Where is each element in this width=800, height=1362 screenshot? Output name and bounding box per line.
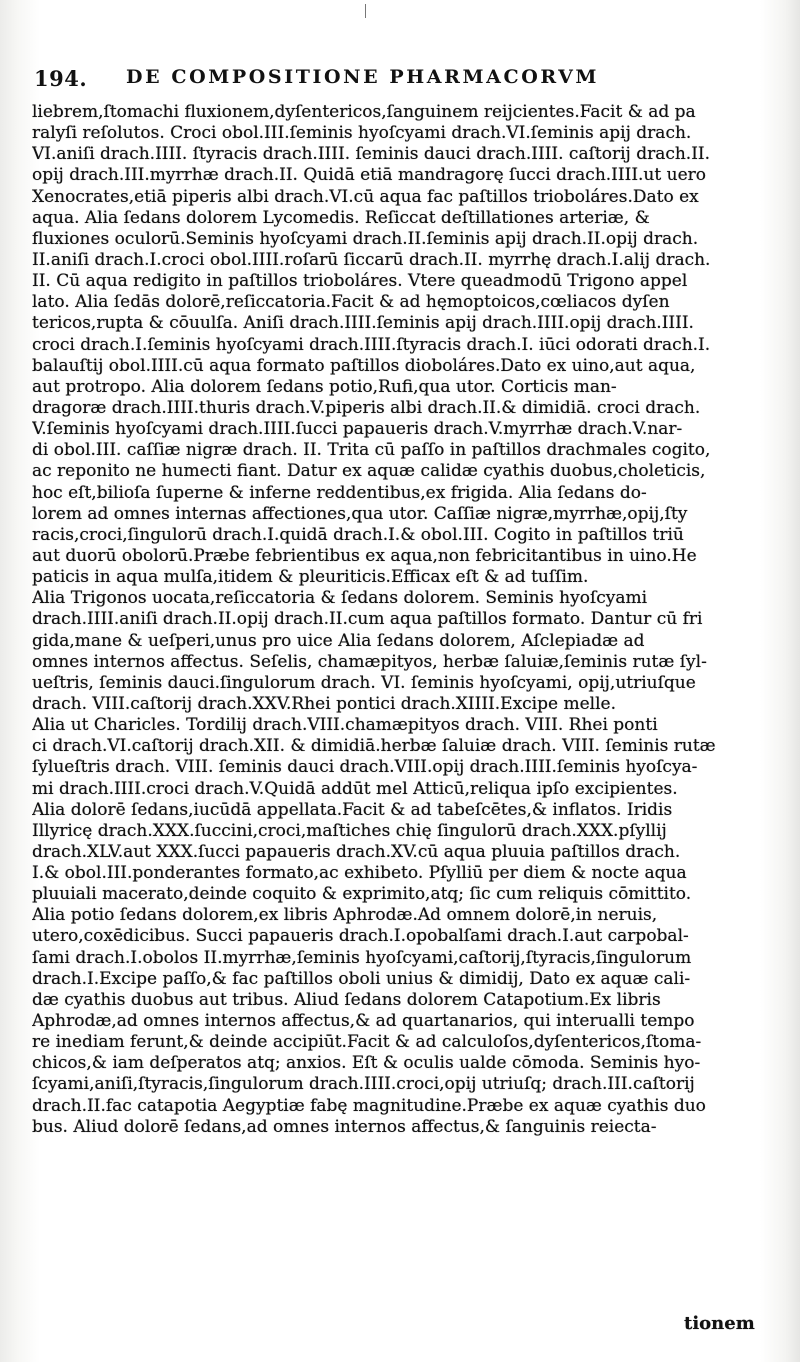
text-line: ralyſi reſolutos. Croci obol.III.ſeminis hyoſcyami drach.VI.ſeminis apij drach. [32,123,692,144]
text-line: dragoræ drach.IIII.thuris drach.V.piperis albi drach.II.& dimidiā. croci drach. [32,397,701,418]
text-line: Aphrodæ,ad omnes internos affectus,& ad quartanarios, qui interualli tempo [32,1011,695,1032]
text-line: opij drach.III.myrrhæ drach.II. Quidā etiā mandragorę ſucci drach.IIII.ut uero [32,165,706,186]
text-line: ſcyami,aniſi,ſtyracis,ſingulorum drach.IIII.croci,opij utriuſq; drach.III.caſtorij [32,1074,695,1095]
text-line: drach.XLV.aut XXX.ſucci papaueris drach.XV.cū aqua pluuia paſtillos drach. [32,841,681,862]
text-line: paticis in aqua mulſa,itidem & pleuriticis.Efficax eſt & ad tuſſim. [32,567,589,588]
text-line: ac reponito ne humecti fiant. Datur ex aquæ calidæ cyathis duobus,choleticis, [32,461,706,482]
text-line: mi drach.IIII.croci drach.V.Quidā addūt mel Atticū,reliqua ipſo excipientes. [32,778,678,799]
text-line: aqua. Alia ſedans dolorem Lycomedis. Reſiccat deſtillationes arteriæ, & [32,207,650,228]
text-line: omnes internos affectus. Seſelis, chamæpityos, herbæ ſaluiæ,ſeminis rutæ ſyl- [32,651,707,672]
text-line: tericos,rupta & cōuulſa. Aniſi drach.IIII.ſeminis apij drach.IIII.opij drach.IIII. [32,313,694,334]
text-line: dæ cyathis duobus aut tribus. Aliud ſedans dolorem Catapotium.Ex libris [32,989,661,1010]
text-line: balauſtij obol.IIII.cū aqua formato paſtillos dioboláres.Dato ex uino,aut aqua, [32,355,696,376]
margin-mark [365,4,366,18]
text-line: aut protropo. Alia dolorem ſedans potio,Rufi,qua utor. Corticis man- [32,376,617,397]
text-line: croci drach.I.ſeminis hyoſcyami drach.IIII.ſtyracis drach.I. iūci odorati drach.I. [32,334,711,355]
text-line: drach.II.fac catapotia Aegyptiæ fabę magnitudine.Præbe ex aquæ cyathis duo [32,1095,706,1116]
page-number: 194. [34,66,88,91]
text-line: Alia dolorē ſedans,iucūdā appellata.Facit & ad tabeſcētes,& inflatos. Iridis [32,799,673,820]
text-line: II. Cū aqua redigito in paſtillos trioboláres. Vtere queadmodū Trigono appel [32,271,688,292]
text-line: racis,croci,ſingulorū drach.I.quidā drach.I.& obol.III. Cogito in paſtillos triū [32,524,684,545]
text-line: Alia Trigonos uocata,reſiccatoria & ſedans dolorem. Seminis hyoſcyami [32,588,648,609]
text-line: re inediam ferunt,& deinde accipiūt.Facit & ad calculoſos,dyſentericos,ſtoma- [32,1032,702,1053]
text-line: VI.aniſi drach.IIII. ſtyracis drach.IIII. ſeminis dauci drach.IIII. caſtorij drach.II. [32,144,711,165]
text-line: liebrem,ſtomachi fluxionem,dyſentericos,ſanguinem reijcientes.Facit & ad pa [32,102,696,122]
text-line: lorem ad omnes internas affectiones,qua utor. Caſſiæ nigræ,myrrhæ,opij,ſty [32,503,688,524]
text-body [32,102,767,1138]
text-line: Xenocrates,etiā piperis albi drach.VI.cū aqua fac paſtillos trioboláres.Dato ex [32,186,699,207]
page-title: DE COMPOSITIONE PHARMACORVM [126,66,600,88]
catchword: tionem [684,1313,755,1334]
text-line: ueſtris, ſeminis dauci.ſingulorum drach. VI. ſeminis hyoſcyami, opij,utriuſque [32,672,696,693]
text-line: ci drach.VI.caſtorij drach.XII. & dimidiā.herbæ ſaluiæ drach. VIII. ſeminis rutæ [32,736,716,757]
text-line: lato. Alia ſedās dolorē,reſiccatoria.Facit & ad hęmoptoicos,cœliacos dyſen [32,292,670,313]
text-line: fluxiones oculorū.Seminis hyoſcyami drach.II.ſeminis apij drach.II.opij drach. [32,228,699,249]
text-line: aut duorū obolorū.Præbe febrientibus ex aqua,non febricitantibus in uino.He [32,545,697,566]
text-line: Alia potio ſedans dolorem,ex libris Aphrodæ.Ad omnem dolorē,in neruis, [32,905,658,926]
text-line: drach.I.Excipe paſſo,& fac paſtillos oboli unius & dimidij, Dato ex aquæ cali- [32,968,691,989]
text-line: ſami drach.I.obolos II.myrrhæ,ſeminis hyoſcyami,caſtorij,ſtyracis,ſingulorum [32,947,692,968]
text-line: II.aniſi drach.I.croci obol.IIII.roſarū ſiccarū drach.II. myrrhę drach.I.alij drach. [32,249,711,270]
text-line: drach. VIII.caſtorij drach.XXV.Rhei pontici drach.XIIII.Excipe melle. [32,693,616,714]
text-line: gida,mane & ueſperi,unus pro uice Alia ſedans dolorem, Aſclepiadæ ad [32,630,645,651]
text-line: drach.IIII.aniſi drach.II.opij drach.II.cum aqua paſtillos formato. Dantur cū fri [32,609,703,630]
text-line: utero,coxēdicibus. Succi papaueris drach.I.opobalſami drach.I.aut carpobal- [32,926,689,947]
text-line: pluuiali macerato,deinde coquito & exprimito,atq; ſic cum reliquis cōmittito. [32,884,692,905]
text-line: Alia ut Charicles. Tordilij drach.VIII.chamæpityos drach. VIII. Rhei ponti [32,715,658,736]
text-line: ſylueſtris drach. VIII. ſeminis dauci drach.VIII.opij drach.IIII.ſeminis hyoſcya- [32,757,698,778]
text-line: di obol.III. caſſiæ nigræ drach. II. Trita cū paſſo in paſtillos drachmales cogito, [32,440,711,461]
text-line: V.ſeminis hyoſcyami drach.IIII.ſucci papaueris drach.V.myrrhæ drach.V.nar- [32,419,683,440]
text-line: I.& obol.III.ponderantes formato,ac exhibeto. Pſylliū per diem & nocte aqua [32,863,687,884]
text-line: Illyricę drach.XXX.ſuccini,croci,maſtiches chię ſingulorū drach.XXX.pſyllij [32,820,667,841]
text-line: chicos,& iam deſperatos atq; anxios. Eſt & oculis ualde cōmoda. Seminis hyo- [32,1053,701,1074]
text-line: bus. Aliud dolorē ſedans,ad omnes internos affectus,& ſanguinis reiecta- [32,1116,657,1137]
running-head [34,62,774,94]
text-line: hoc eſt,bilioſa ſuperne & inferne reddentibus,ex frigida. Alia ſedans do- [32,482,647,503]
